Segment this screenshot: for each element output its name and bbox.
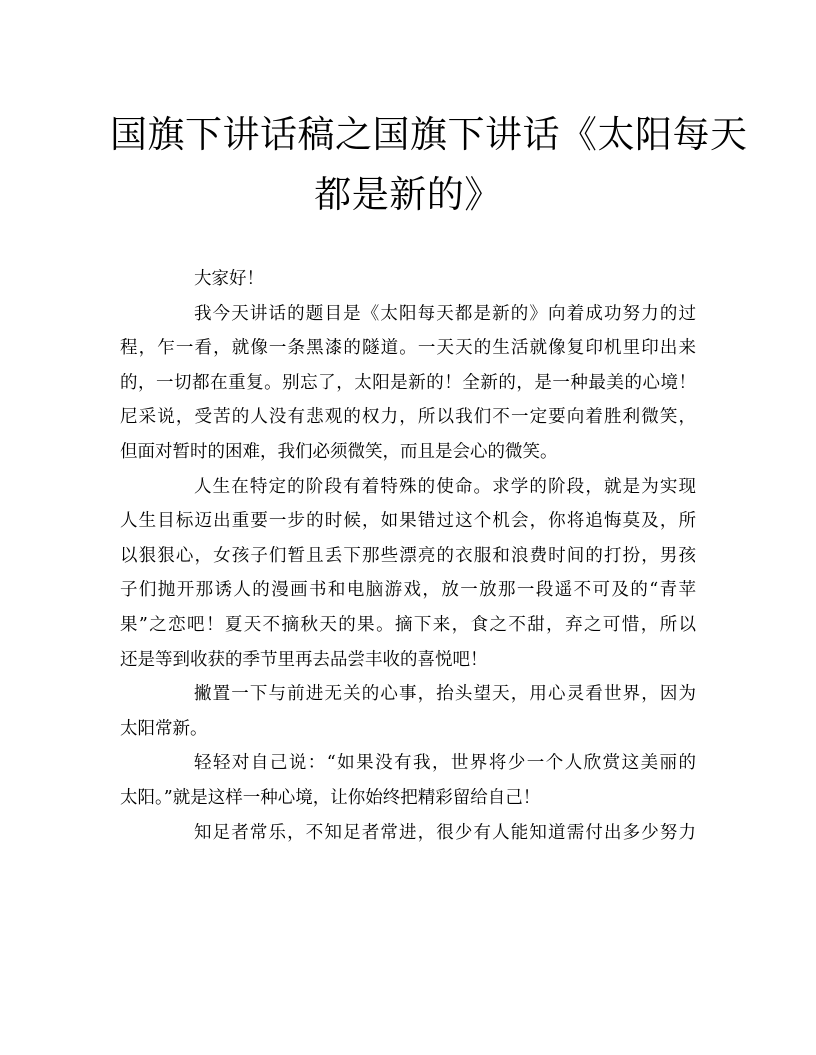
paragraph-4-line-2: 太阳。”就是这样一种心境，让你始终把精彩留给自己！: [120, 787, 541, 808]
paragraph-2-line-4: 子们抛开那诱人的漫画书和电脑游戏，放一放那一段遥不可及的“青苹: [120, 580, 696, 601]
paragraph-1-line-1: 我今天讲话的题目是《太阳每天都是新的》向着成功努力的过: [194, 303, 696, 324]
paragraph-4-line-1: 轻轻对自己说：“如果没有我，世界将少一个人欣赏这美丽的: [194, 753, 696, 774]
paragraph-1-line-2: 程，乍一看，就像一条黑漆的隧道。一天天的生活就像复印机里印出来: [120, 338, 696, 359]
paragraph-1-line-3: 的，一切都在重复。别忘了，太阳是新的！全新的，是一种最美的心境！: [120, 372, 696, 393]
paragraph-2-line-1: 人生在特定的阶段有着特殊的使命。求学的阶段，就是为实现: [194, 476, 696, 497]
document-body: [120, 262, 696, 850]
paragraph-2-line-3: 以狠狠心，女孩子们暂且丢下那些漂亮的衣服和浪费时间的打扮，男孩: [120, 545, 696, 566]
paragraph-3-line-1: 撇置一下与前进无关的心事，抬头望天，用心灵看世界，因为: [194, 684, 696, 705]
paragraph-1-line-5: 但面对暂时的困难，我们必须微笑，而且是会心的微笑。: [120, 441, 558, 462]
paragraph-1-line-4: 尼采说，受苦的人没有悲观的权力，所以我们不一定要向着胜利微笑，: [120, 407, 696, 428]
paragraph-2-line-2: 人生目标迈出重要一步的时候，如果错过这个机会，你将追悔莫及，所: [120, 511, 696, 532]
paragraph-2-line-5: 果”之恋吧！夏天不摘秋天的果。摘下来，食之不甜，弃之可惜，所以: [120, 614, 696, 635]
paragraph-2-line-6: 还是等到收获的季节里再去品尝丰收的喜悦吧！: [120, 649, 488, 670]
paragraph-5-line-1: 知足者常乐，不知足者常进，很少有人能知道需付出多少努力: [194, 822, 696, 843]
document-title-line-1: 国旗下讲话稿之国旗下讲话《太阳每天: [110, 113, 748, 156]
greeting-line: 大家好！: [194, 269, 264, 289]
document-title-line-2: 都是新的》: [314, 173, 502, 216]
paragraph-3-line-2: 太阳常新。: [120, 718, 208, 739]
